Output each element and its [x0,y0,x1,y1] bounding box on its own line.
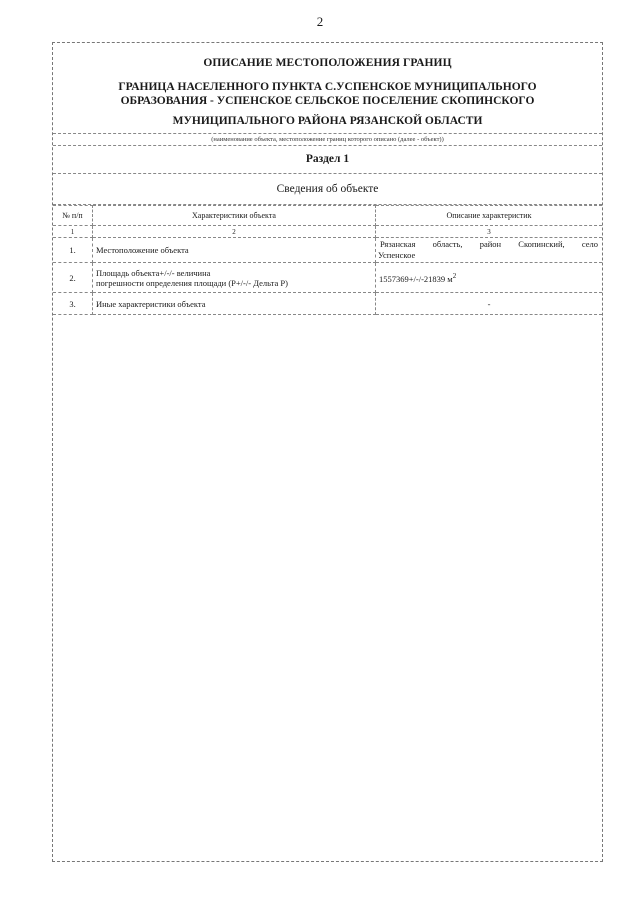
section-heading: Раздел 1 [53,146,602,174]
table-numbering-row [53,226,602,238]
document-frame [52,42,603,862]
object-info-heading: Сведения об объекте [53,174,602,205]
row-description [376,238,603,263]
row-characteristic [93,263,376,293]
object-characteristics-table [53,205,602,315]
row-characteristic: Иные характеристики объекта [93,293,376,315]
row-number: 3. [53,293,93,315]
table-row [53,263,602,293]
document-title: ОПИСАНИЕ МЕСТОПОЛОЖЕНИЯ ГРАНИЦ [203,57,452,69]
col-header-characteristic: Характеристики объекта [93,206,376,226]
area-label-line-2: погрешности определения площади (Р+/-/- Дельта Р) [96,277,288,288]
title-block [53,43,602,134]
location-line-1: Рязанская область, район Скопинский, село [380,239,598,249]
table-header-row [53,206,602,226]
title-line-3: МУНИЦИПАЛЬНОГО РАЙОНА РЯЗАНСКОЙ ОБЛАСТИ [172,115,483,127]
row-number: 2. [53,263,93,293]
title-line-1: ГРАНИЦА НАСЕЛЕННОГО ПУНКТА С.УСПЕНСКОЕ МУНИЦИПАЛЬНОГО [118,81,537,93]
col-header-description: Описание характеристик [376,206,603,226]
title-line-2: ОБРАЗОВАНИЯ - УСПЕНСКОЕ СЕЛЬСКОЕ ПОСЕЛЕНИЕ СКОПИНСКОГО [120,95,535,107]
area-value: 1557369+/-/-21839 м [379,273,453,284]
row-characteristic: Местоположение объекта [93,238,376,263]
row-description: - [376,293,603,315]
col-number-1: 1 [53,226,93,238]
col-number-2: 2 [93,226,376,238]
object-name-note: (наименование объекта, местоположение границ которого описано (далее - объект)) [53,134,602,146]
row-description [376,263,603,293]
area-label-line-1: Площадь объекта+/-/- величина [96,267,211,278]
table-row [53,238,602,263]
table-row [53,293,602,315]
row-number: 1. [53,238,93,263]
col-number-3: 3 [376,226,603,238]
page-number: 2 [316,14,324,29]
col-header-number: № п/п [53,206,93,226]
area-unit-superscript: 2 [452,271,457,280]
location-line-2: Успенское [378,250,416,260]
